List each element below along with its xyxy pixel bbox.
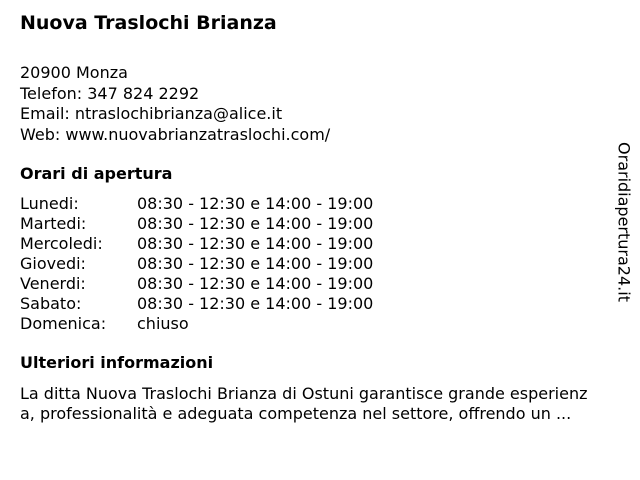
day-hours: 08:30 - 12:30 e 14:00 - 19:00: [137, 274, 374, 293]
hours-row-saturday: [20, 294, 373, 314]
day-label: Domenica:: [20, 314, 107, 333]
watermark-text: Oraridiapertura24.it: [614, 142, 634, 302]
contact-block: [20, 63, 330, 145]
day-hours: 08:30 - 12:30 e 14:00 - 19:00: [137, 214, 374, 233]
day-label: Martedi:: [20, 214, 87, 233]
email: Email: ntraslochibrianza@alice.it: [20, 104, 283, 123]
day-hours: 08:30 - 12:30 e 14:00 - 19:00: [137, 254, 374, 273]
hours-row-thursday: [20, 254, 373, 274]
site-watermark: [611, 134, 637, 310]
website: Web: www.nuovabrianzatraslochi.com/: [20, 124, 331, 144]
day-label: Giovedi:: [20, 254, 86, 273]
hours-row-wednesday: [20, 234, 373, 254]
day-label: Venerdi:: [20, 274, 86, 293]
day-label: Sabato:: [20, 294, 82, 313]
day-hours: 08:30 - 12:30 e 14:00 - 19:00: [137, 194, 374, 213]
day-hours: 08:30 - 12:30 e 14:00 - 19:00: [137, 294, 374, 313]
hours-row-tuesday: [20, 214, 373, 234]
description-line: La ditta Nuova Traslochi Brianza di Ostuni garantisce grande esperienz: [20, 384, 588, 403]
hours-row-monday: [20, 194, 373, 214]
more-info-heading: Ulteriori informazioni: [20, 353, 214, 372]
address: 20900 Monza: [20, 63, 128, 82]
hours-row-sunday: [20, 314, 373, 334]
business-name: Nuova Traslochi Brianza: [20, 12, 277, 34]
day-hours: chiuso: [137, 314, 189, 333]
description-line: a, professionalità e adeguata competenza nel settore, offrendo un ...: [20, 404, 572, 423]
description: [20, 384, 632, 424]
opening-hours-heading: Orari di apertura: [20, 164, 173, 183]
day-hours: 08:30 - 12:30 e 14:00 - 19:00: [137, 234, 374, 253]
day-label: Lunedi:: [20, 194, 79, 213]
opening-hours-table: [20, 194, 373, 334]
hours-row-friday: [20, 274, 373, 294]
phone: Telefon: 347 824 2292: [20, 83, 200, 103]
day-label: Mercoledi:: [20, 234, 103, 253]
